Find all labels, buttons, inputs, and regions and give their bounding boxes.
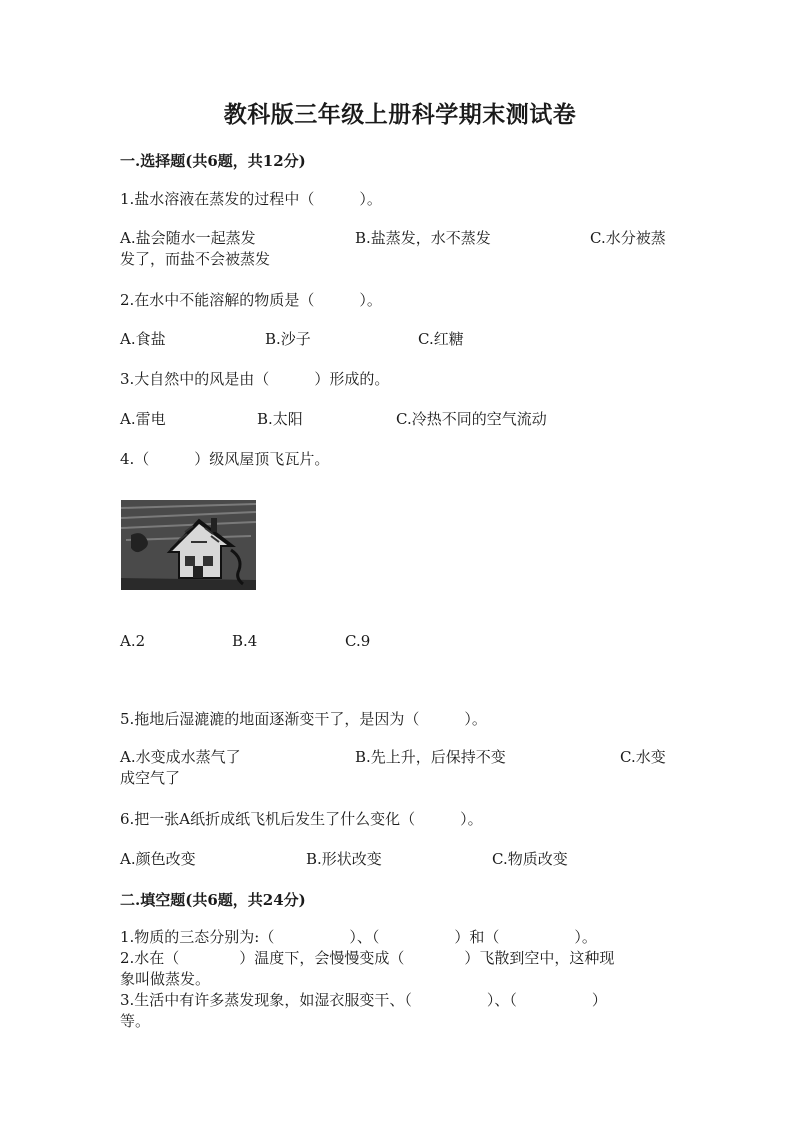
question-6-option-c[interactable]: C.物质改变 xyxy=(492,850,568,868)
question-5-option-a[interactable]: A.水变成水蒸气了 xyxy=(120,748,241,766)
fill-question-3-line-2: 等。 xyxy=(120,1012,151,1030)
question-3-stem: 3.大自然中的风是由（ ）形成的。 xyxy=(120,370,390,388)
question-3-option-c[interactable]: C.冷热不同的空气流动 xyxy=(396,410,547,428)
fill-question-3-line-1: 3.生活中有许多蒸发现象，如湿衣服变干、（ ）、（ ） xyxy=(120,991,607,1009)
question-1-option-a[interactable]: A.盐会随水一起蒸发 xyxy=(120,229,256,247)
fill-question-1: 1.物质的三态分别为:（ ）、（ ）和（ ）。 xyxy=(120,928,597,946)
question-3-options xyxy=(120,408,680,430)
exam-title: 教科版三年级上册科学期末测试卷 xyxy=(223,101,577,128)
question-5-option-b[interactable]: B.先上升，后保持不变 xyxy=(355,748,506,766)
question-2-option-a[interactable]: A.食盐 xyxy=(120,330,166,348)
fill-blank-questions xyxy=(120,927,680,1032)
question-6-options xyxy=(120,848,680,870)
question-3-option-b[interactable]: B.太阳 xyxy=(257,410,303,428)
question-5-option-c[interactable]: C.水变 xyxy=(620,748,666,766)
question-6-option-b[interactable]: B.形状改变 xyxy=(306,850,382,868)
question-4-option-b[interactable]: B.4 xyxy=(232,632,258,650)
question-2-option-b[interactable]: B.沙子 xyxy=(265,330,311,348)
section-heading-choice: 一.选择题(共6题，共12分) xyxy=(120,152,306,170)
question-4-option-c[interactable]: C.9 xyxy=(345,632,371,650)
question-2-option-c[interactable]: C.红糖 xyxy=(418,330,464,348)
question-3-option-a[interactable]: A.雷电 xyxy=(120,410,166,428)
fill-question-2-line-1: 2.水在（ ）温度下，会慢慢变成（ ）飞散到空中，这种现 xyxy=(120,949,615,967)
question-1-option-b[interactable]: B.盐蒸发，水不蒸发 xyxy=(355,229,491,247)
question-5-stem: 5.拖地后湿漉漉的地面逐渐变干了，是因为（ ）。 xyxy=(120,710,487,728)
question-6-stem: 6.把一张A纸折成纸飞机后发生了什么变化（ ）。 xyxy=(120,810,483,828)
question-2-stem: 2.在水中不能溶解的物质是（ ）。 xyxy=(120,291,382,309)
section-heading-fill-blank: 二.填空题(共6题，共24分) xyxy=(120,891,306,909)
question-1-options xyxy=(120,228,680,270)
question-1-option-c[interactable]: C.水分被蒸 xyxy=(590,229,666,247)
question-1-stem: 1.盐水溶液在蒸发的过程中（ ）。 xyxy=(120,190,382,208)
house-illustration xyxy=(121,500,256,590)
question-4-option-a[interactable]: A.2 xyxy=(120,632,146,650)
question-6-option-a[interactable]: A.颜色改变 xyxy=(120,850,196,868)
question-1-option-c-continued: 发了，而盐不会被蒸发 xyxy=(120,250,271,268)
question-4-options xyxy=(120,632,680,654)
question-4-stem: 4.（ ）级风屋顶飞瓦片。 xyxy=(120,450,330,468)
question-2-options xyxy=(120,328,680,350)
windy-house-image xyxy=(121,500,256,590)
question-5-options xyxy=(120,747,680,789)
fill-question-2-line-2: 象叫做蒸发。 xyxy=(120,970,211,988)
question-5-option-c-continued: 成空气了 xyxy=(120,769,181,787)
